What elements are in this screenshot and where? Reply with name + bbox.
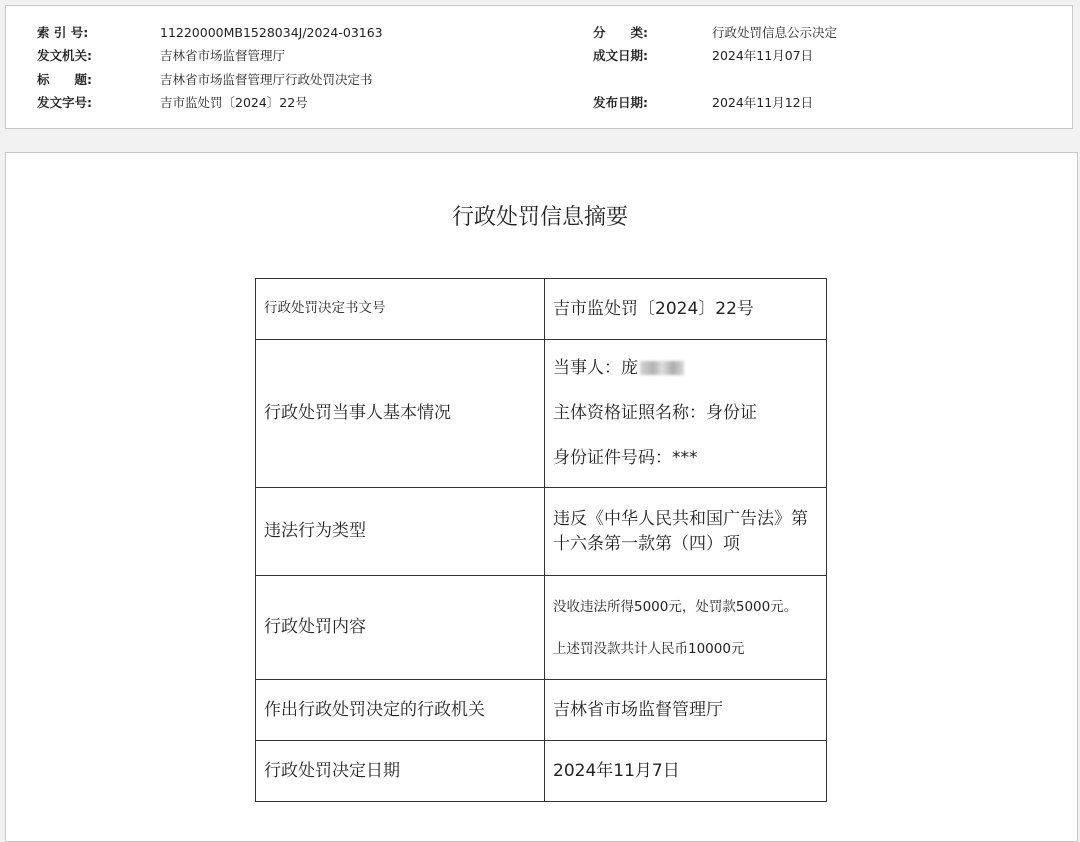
table-row (256, 279, 827, 340)
party-name: 当事人：庞 (553, 358, 638, 378)
decision-no-label: 行政处罚决定书文号 (256, 279, 545, 340)
content-cell (545, 576, 827, 680)
penalty-summary-table (255, 278, 827, 802)
category-value: 行政处罚信息公示决定 (712, 25, 838, 40)
meta-row-docno (0, 94, 1080, 112)
table-row (256, 680, 827, 741)
issuer-value: 吉林省市场监督管理厅 (160, 48, 286, 63)
party-info-cell (545, 340, 827, 488)
authority-value: 吉林省市场监督管理厅 (545, 680, 827, 741)
table-row (256, 741, 827, 802)
decision-date-label: 行政处罚决定日期 (256, 741, 545, 802)
published-date-value: 2024年11月12日 (712, 95, 814, 110)
redacted-name (640, 361, 684, 375)
table-row (256, 340, 827, 488)
meta-row-subject (0, 71, 1080, 89)
authority-label: 作出行政处罚决定的行政机关 (256, 680, 545, 741)
created-date-label: 成文日期: (593, 48, 648, 63)
docno-value: 吉市监处罚〔2024〕22号 (160, 95, 308, 110)
table-row (256, 576, 827, 680)
party-cert-no: 身份证件号码：*** (553, 448, 698, 468)
table-row (256, 488, 827, 576)
violation-value: 违反《中华人民共和国广告法》第十六条第一款第（四）项 (545, 488, 827, 576)
content-line-1: 没收违法所得5000元，处罚款5000元。 (553, 598, 798, 615)
meta-row-index (0, 24, 1080, 42)
party-name-line (553, 346, 818, 391)
content-line-2: 上述罚没款共计人民币10000元 (553, 640, 745, 657)
index-value: 11220000MB1528034J/2024-03163 (160, 25, 383, 40)
party-label: 行政处罚当事人基本情况 (256, 340, 545, 488)
category-label: 分 类: (593, 25, 648, 40)
docno-label: 发文字号: (37, 95, 92, 110)
content-label: 行政处罚内容 (256, 576, 545, 680)
issuer-label: 发文机关: (37, 48, 92, 63)
party-cert-type: 主体资格证照名称：身份证 (553, 403, 757, 423)
created-date-value: 2024年11月07日 (712, 48, 814, 63)
decision-date-value: 2024年11月7日 (545, 741, 827, 802)
subject-label: 标 题: (37, 72, 92, 87)
published-date-label: 发布日期: (593, 95, 648, 110)
subject-value: 吉林省市场监督管理厅行政处罚决定书 (160, 72, 373, 87)
index-label: 索 引 号: (37, 25, 89, 40)
meta-row-issuer (0, 47, 1080, 65)
page-title: 行政处罚信息摘要 (451, 205, 628, 230)
violation-label: 违法行为类型 (256, 488, 545, 576)
decision-no-value: 吉市监处罚〔2024〕22号 (545, 279, 827, 340)
